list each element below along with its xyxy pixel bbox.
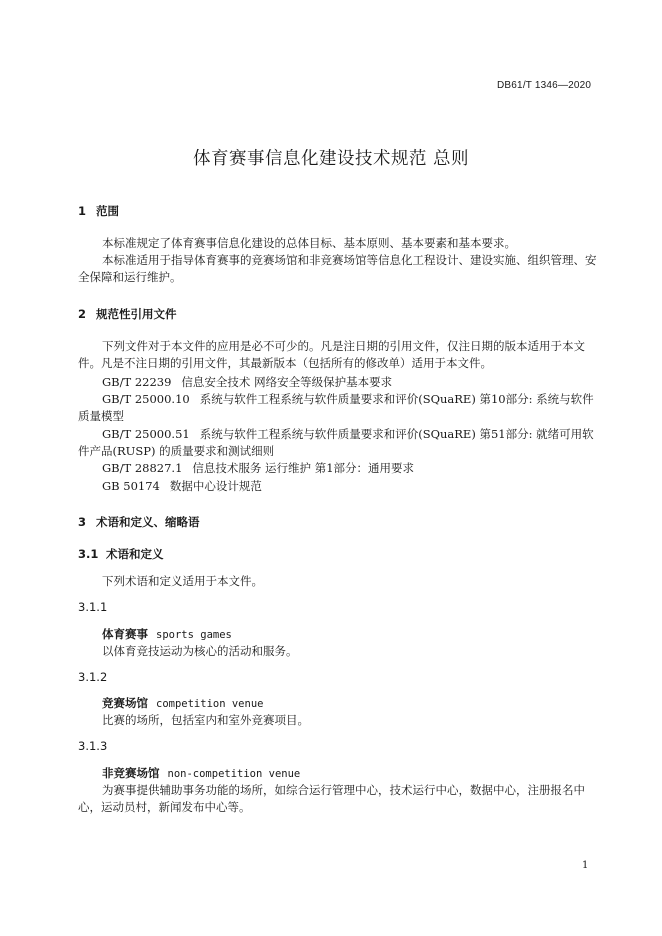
term-heading bbox=[102, 765, 300, 781]
standard-code: DB61/T 1346—2020 bbox=[497, 80, 592, 91]
reference-item bbox=[102, 460, 414, 477]
term-chinese: 体育赛事 bbox=[102, 627, 148, 641]
term-number: 3.1.3 bbox=[78, 739, 108, 753]
subsection-title: 术语和定义 bbox=[106, 547, 164, 561]
terms-intro: 下列术语和定义适用于本文件。 bbox=[102, 574, 263, 588]
term-chinese: 竞赛场馆 bbox=[102, 696, 148, 710]
term-heading bbox=[102, 626, 232, 642]
subsection-3-1-heading bbox=[78, 546, 164, 562]
section-2-heading bbox=[78, 306, 177, 322]
term-definition: 比赛的场所，包括室内和室外竞赛项目。 bbox=[102, 713, 309, 727]
reference-item bbox=[78, 391, 604, 425]
term-number: 3.1.1 bbox=[78, 600, 108, 614]
reference-item bbox=[78, 426, 604, 460]
reference-title: 系统与软件工程系统与软件质量要求和评价(SQuaRE) 第10部分: 系统与软件质量模型 bbox=[78, 392, 594, 423]
term-definition: 为赛事提供辅助事务功能的场所，如综合运行管理中心，技术运行中心，数据中心，注册报名中心，运动员村，新闻发布中心等。 bbox=[78, 783, 585, 814]
section-3-heading bbox=[78, 514, 200, 530]
section-number: 1 bbox=[78, 204, 87, 218]
term-english: sports games bbox=[156, 629, 232, 641]
references-intro: 下列文件对于本文件的应用是必不可少的。凡是注日期的引用文件，仅注日期的版本适用于本文件。凡是不注日期的引用文件，其最新版本（包括所有的修改单）适用于本文件。 bbox=[78, 339, 585, 370]
reference-title: 系统与软件工程系统与软件质量要求和评价(SQuaRE) 第51部分: 就绪可用软件产品(RUSP) 的质量要求和测试细则 bbox=[78, 427, 594, 458]
reference-item bbox=[102, 478, 262, 495]
reference-item bbox=[102, 374, 392, 391]
section-1-heading bbox=[78, 203, 119, 219]
section-number: 3 bbox=[78, 515, 87, 529]
reference-title: 信息安全技术 网络安全等级保护基本要求 bbox=[181, 375, 393, 389]
section-title: 术语和定义、缩略语 bbox=[96, 515, 200, 529]
reference-title: 数据中心设计规范 bbox=[169, 479, 262, 493]
reference-code: GB/T 25000.10 bbox=[102, 392, 190, 406]
scope-paragraph-1: 本标准规定了体育赛事信息化建设的总体目标、基本原则、基本要素和基本要求。 bbox=[102, 236, 516, 250]
term-english: competition venue bbox=[156, 698, 264, 710]
reference-code: GB/T 28827.1 bbox=[102, 461, 183, 475]
document-title: 体育赛事信息化建设技术规范 总则 bbox=[192, 149, 470, 169]
term-heading bbox=[102, 695, 263, 711]
term-number: 3.1.2 bbox=[78, 670, 108, 684]
term-chinese: 非竞赛场馆 bbox=[102, 766, 160, 780]
scope-paragraph-2: 本标准适用于指导体育赛事的竞赛场馆和非竞赛场馆等信息化工程设计、建设实施、组织管理、安全保障和运行维护。 bbox=[78, 253, 597, 284]
section-title: 范围 bbox=[96, 204, 119, 218]
page-number: 1 bbox=[582, 860, 589, 871]
section-title: 规范性引用文件 bbox=[96, 307, 177, 321]
reference-code: GB/T 25000.51 bbox=[102, 427, 190, 441]
subsection-number: 3.1 bbox=[78, 547, 99, 561]
section-number: 2 bbox=[78, 307, 87, 321]
reference-title: 信息技术服务 运行维护 第1部分：通用要求 bbox=[192, 461, 415, 475]
term-english: non-competition venue bbox=[167, 768, 301, 780]
reference-code: GB/T 22239 bbox=[102, 375, 172, 389]
term-definition: 以体育竞技运动为核心的活动和服务。 bbox=[102, 644, 298, 658]
reference-code: GB 50174 bbox=[102, 479, 160, 493]
